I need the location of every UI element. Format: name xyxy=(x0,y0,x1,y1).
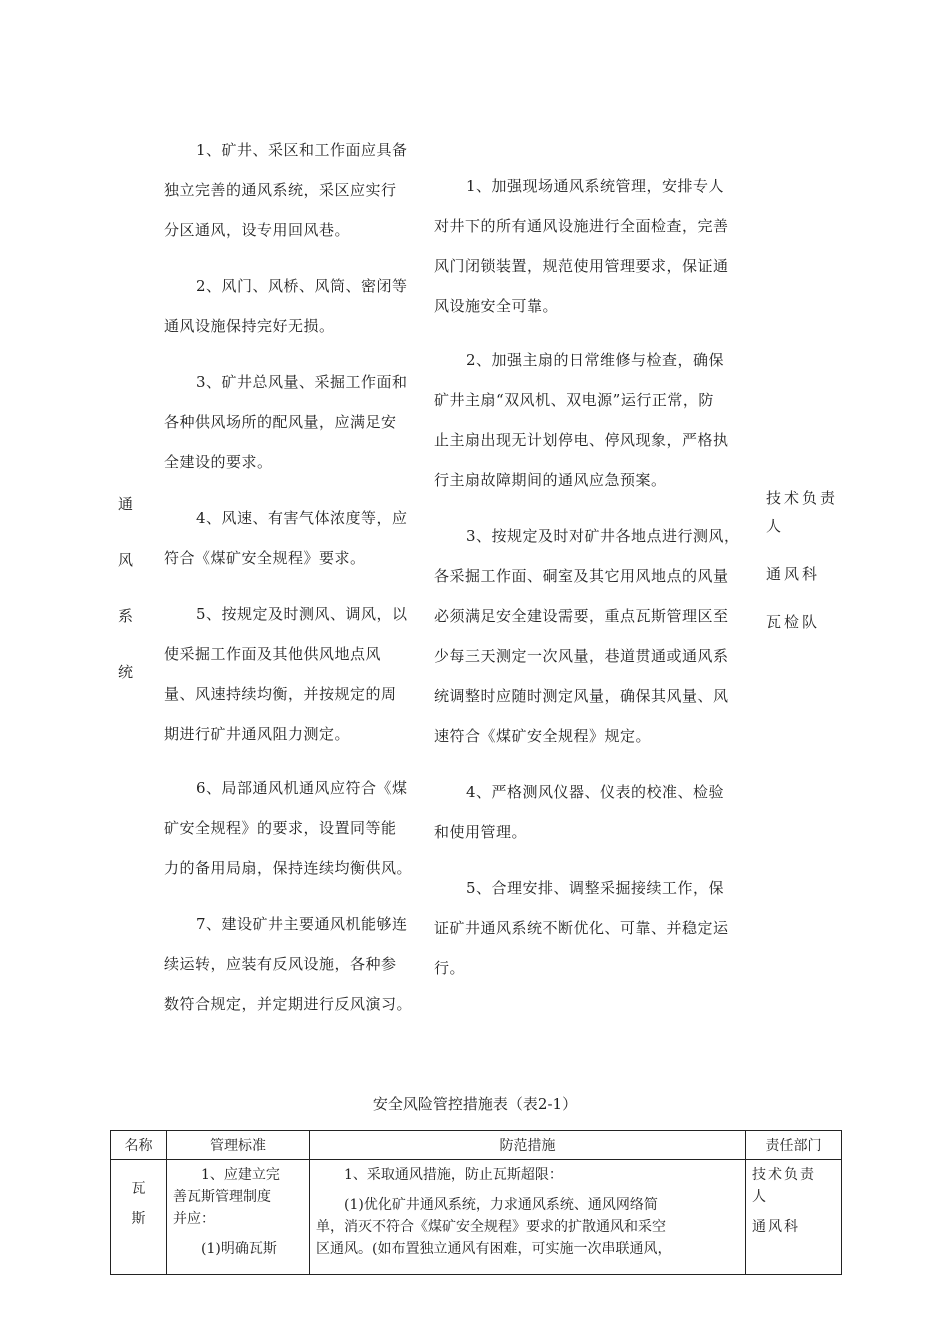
header-department: 责任部门 xyxy=(746,1131,842,1160)
header-measures: 防范措施 xyxy=(310,1131,746,1160)
standard-item-4: 4、风速、有害气体浓度等，应 符合《煤矿安全规程》要求。 xyxy=(164,509,408,567)
standard-item-7: 7、建设矿井主要通风机能够连 续运转，应装有反风设施，各种参 数符合规定，并定期进行反风演习。 xyxy=(164,915,413,1013)
risk-control-table xyxy=(110,1130,842,1275)
standard-item-1: 1、矿井、采区和工作面应具备 独立完善的通风系统，采区应实行 分区通风，设专用回风巷。 xyxy=(164,141,408,239)
table-caption: 安全风险管控措施表（表2-1） xyxy=(372,1095,578,1113)
standard-item-2: 2、风门、风桥、风筒、密闭等 通风设施保持完好无损。 xyxy=(164,277,408,335)
standard-item-5: 5、按规定及时测风、调风，以 使采掘工作面及其他供风地点风 量、风速持续均衡，并按规定的周 期进行矿井通风阻力测定。 xyxy=(164,605,408,743)
row-measures-cell: 1、采取通风措施，防止瓦斯超限： (1)优化矿井通风系统，力求通风系统、通风网络简 单，消灭不符合《煤矿安全规程》要求的扩散通风和采空 区通风。(如布置独立通风有困难，可实施一次串联通风， xyxy=(310,1160,746,1275)
standard-item-3: 3、矿井总风量、采掘工作面和 各种供风场所的配风量，应满足安 全建设的要求。 xyxy=(164,373,408,471)
measure-item-3: 3、按规定及时对矿井各地点进行测风， 各采掘工作面、硐室及其它用风地点的风量 必须满足安全建设需要，重点瓦斯管理区至 少每三天测定一次风量，巷道贯通或通风系 统调整时应随时测定风量，确保其风量、风 速符合《煤矿安全规程》规定。 xyxy=(434,527,740,745)
category-label-vertical xyxy=(118,476,138,700)
measure-item-1: 1、加强现场通风系统管理，安排专人 对井下的所有通风设施进行全面检查，完善 风门闭锁装置，规范使用管理要求，保证通 风设施安全可靠。 xyxy=(434,177,729,315)
row-standard-cell: 1、应建立完 善瓦斯管理制度 并应： (1)明确瓦斯 xyxy=(167,1160,310,1275)
category-char: 统 xyxy=(118,663,134,681)
measure-item-4: 4、严格测风仪器、仪表的校准、检验 和使用管理。 xyxy=(434,783,725,841)
responsible-departments: 技术负责 人 通风科 瓦检队 xyxy=(766,489,839,631)
header-name: 名称 xyxy=(111,1131,167,1160)
measure-item-2: 2、加强主扇的日常维修与检查，确保 矿井主扇“双风机、双电源”运行正常，防 止主扇出现无计划停电、停风现象，严格执 行主扇故障期间的通风应急预案。 xyxy=(434,351,729,489)
category-char: 风 xyxy=(118,551,134,569)
table-header-row xyxy=(111,1131,842,1160)
standard-item-6: 6、局部通风机通风应符合《煤 矿安全规程》的要求，设置同等能 力的备用局扇，保持连续均衡供风。 xyxy=(164,779,413,877)
category-char: 系 xyxy=(118,607,134,625)
header-standard: 管理标准 xyxy=(167,1131,310,1160)
row-name-cell: 瓦 斯 xyxy=(111,1160,167,1275)
table-row xyxy=(111,1160,842,1275)
measure-item-5: 5、合理安排、调整采掘接续工作，保 证矿井通风系统不断优化、可靠、并稳定运 行。 xyxy=(434,879,729,977)
row-department-cell: 技术负责 人 通风科 xyxy=(746,1160,842,1275)
category-char: 通 xyxy=(118,495,134,513)
